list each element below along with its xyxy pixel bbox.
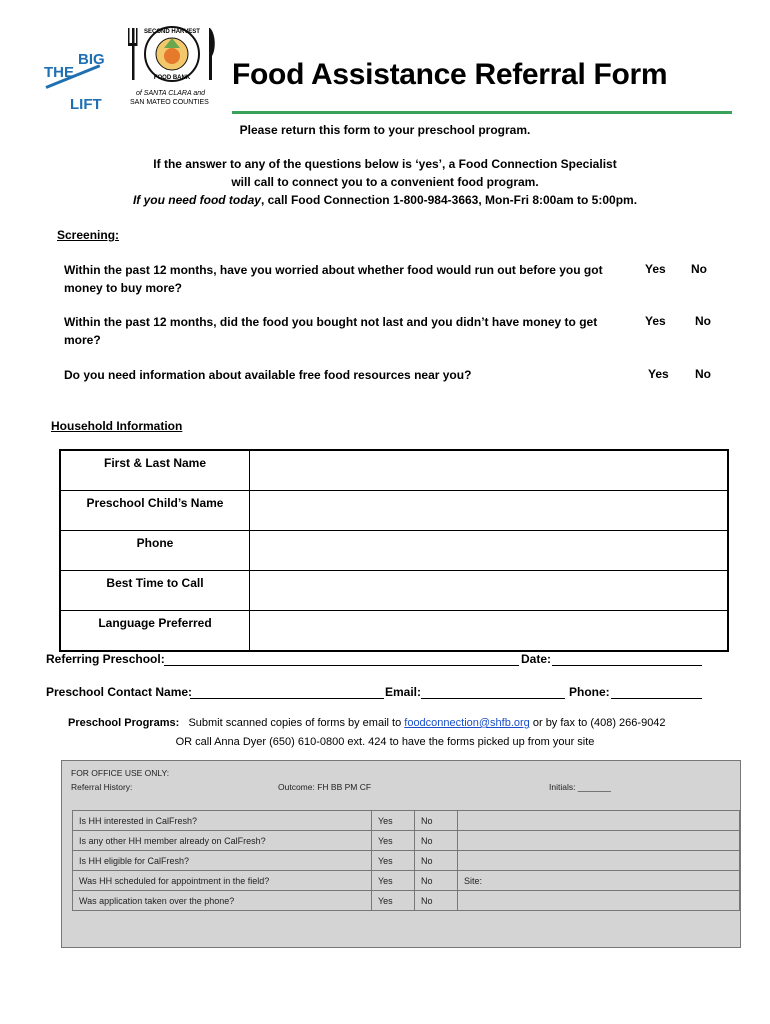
office-yes[interactable]: Yes — [372, 811, 415, 831]
household-row — [60, 611, 728, 652]
table-row — [73, 851, 740, 871]
office-use-box — [61, 760, 741, 948]
table-row — [73, 871, 740, 891]
food-connection-phone-text: , call Food Connection 1-800-984-3663, Mon-Fri 8:00am to 5:00pm. — [260, 193, 638, 207]
page-title: Food Assistance Referral Form — [232, 58, 668, 91]
household-table — [59, 449, 729, 652]
food-bank-logo — [126, 24, 222, 108]
office-extra — [458, 831, 740, 851]
phone-label: Phone — [60, 531, 250, 571]
programs-text-1: Submit scanned copies of forms by email to — [188, 717, 405, 729]
date-field[interactable] — [552, 665, 702, 666]
q1-no-option[interactable]: No — [691, 262, 707, 276]
programs-text-2: or by fax to (408) 266-9042 — [529, 717, 666, 729]
office-extra — [458, 811, 740, 831]
email-label: Email: — [385, 685, 422, 699]
best-time-field[interactable] — [250, 571, 729, 611]
referring-preschool-label: Referring Preschool: — [46, 652, 165, 666]
office-question: Was application taken over the phone? — [73, 891, 372, 911]
initials-label: Initials: _______ — [549, 782, 611, 792]
contact-name-label: Preschool Contact Name: — [46, 685, 193, 699]
office-yes[interactable]: Yes — [372, 891, 415, 911]
office-use-heading: FOR OFFICE USE ONLY: — [71, 768, 170, 778]
programs-line-2: OR call Anna Dyer (650) 610-0800 ext. 424 to have the forms picked up from your site — [175, 736, 595, 748]
big-lift-logo — [44, 48, 106, 114]
q2-no-option[interactable]: No — [695, 314, 711, 328]
table-row — [73, 891, 740, 911]
household-row — [60, 491, 728, 531]
name-label: First & Last Name — [60, 450, 250, 491]
contact-name-field[interactable] — [190, 698, 384, 699]
food-bank-seal-icon — [126, 24, 222, 90]
food-bank-line2: SAN MATEO COUNTIES — [130, 99, 209, 106]
household-row — [60, 450, 728, 491]
office-extra[interactable]: Site: — [458, 871, 740, 891]
best-time-label: Best Time to Call — [60, 571, 250, 611]
table-row — [73, 811, 740, 831]
logo-big-text: BIG — [78, 51, 105, 68]
office-no[interactable]: No — [415, 871, 458, 891]
screening-heading: Screening: — [57, 228, 120, 242]
name-field[interactable] — [250, 450, 729, 491]
q1-yes-option[interactable]: Yes — [645, 262, 666, 276]
email-link[interactable]: foodconnection@shfb.org — [404, 717, 530, 729]
screening-question-2: Within the past 12 months, did the food you bought not last and you didn’t have money to get more? — [64, 315, 598, 347]
phone-label-referral: Phone: — [569, 685, 610, 699]
intro-line-3 — [0, 193, 770, 207]
language-label: Language Preferred — [60, 611, 250, 652]
office-yes[interactable]: Yes — [372, 831, 415, 851]
office-no[interactable]: No — [415, 831, 458, 851]
child-name-field[interactable] — [250, 491, 729, 531]
programs-line-1 — [68, 717, 666, 729]
table-row — [73, 831, 740, 851]
food-today-emphasis: If you need food today — [132, 193, 261, 207]
household-row — [60, 531, 728, 571]
office-question: Is HH eligible for CalFresh? — [73, 851, 372, 871]
contact-phone-field[interactable] — [611, 698, 702, 699]
outcome-label: Outcome: FH BB PM CF — [278, 782, 372, 792]
q2-yes-option[interactable]: Yes — [645, 314, 666, 328]
return-instruction: Please return this form to your preschool program. — [239, 123, 531, 137]
q3-yes-option[interactable]: Yes — [648, 367, 669, 381]
household-row — [60, 571, 728, 611]
intro-line-1: If the answer to any of the questions below is ‘yes’, a Food Connection Specialist — [153, 157, 617, 171]
referring-preschool-field[interactable] — [164, 665, 519, 666]
logo-the-text: THE — [44, 64, 74, 81]
intro-line-2: will call to connect you to a convenient food program. — [231, 175, 539, 189]
q3-no-option[interactable]: No — [695, 367, 711, 381]
office-extra — [458, 851, 740, 871]
title-rule — [232, 111, 732, 114]
child-name-label: Preschool Child’s Name — [60, 491, 250, 531]
screening-question-3: Do you need information about available free food resources near you? — [64, 368, 472, 382]
phone-field[interactable] — [250, 531, 729, 571]
svg-text:SECOND HARVEST: SECOND HARVEST — [144, 29, 200, 35]
office-question: Is any other HH member already on CalFresh? — [73, 831, 372, 851]
svg-text:FOOD BANK: FOOD BANK — [153, 75, 191, 81]
office-yes[interactable]: Yes — [372, 871, 415, 891]
food-bank-line1: of SANTA CLARA and — [136, 90, 205, 97]
office-no[interactable]: No — [415, 851, 458, 871]
email-field[interactable] — [421, 698, 565, 699]
referral-history-label: Referral History: — [71, 782, 133, 792]
office-question: Is HH interested in CalFresh? — [73, 811, 372, 831]
logo-lift-text: LIFT — [70, 96, 102, 113]
office-no[interactable]: No — [415, 811, 458, 831]
programs-label: Preschool Programs: — [68, 717, 180, 729]
office-no[interactable]: No — [415, 891, 458, 911]
language-field[interactable] — [250, 611, 729, 652]
household-heading: Household Information — [51, 419, 183, 433]
date-label: Date: — [521, 652, 552, 666]
screening-question-1: Within the past 12 months, have you worried about whether food would run out before you got money to buy more? — [64, 263, 603, 295]
office-table — [72, 810, 740, 911]
office-yes[interactable]: Yes — [372, 851, 415, 871]
office-extra — [458, 891, 740, 911]
office-question: Was HH scheduled for appointment in the field? — [73, 871, 372, 891]
